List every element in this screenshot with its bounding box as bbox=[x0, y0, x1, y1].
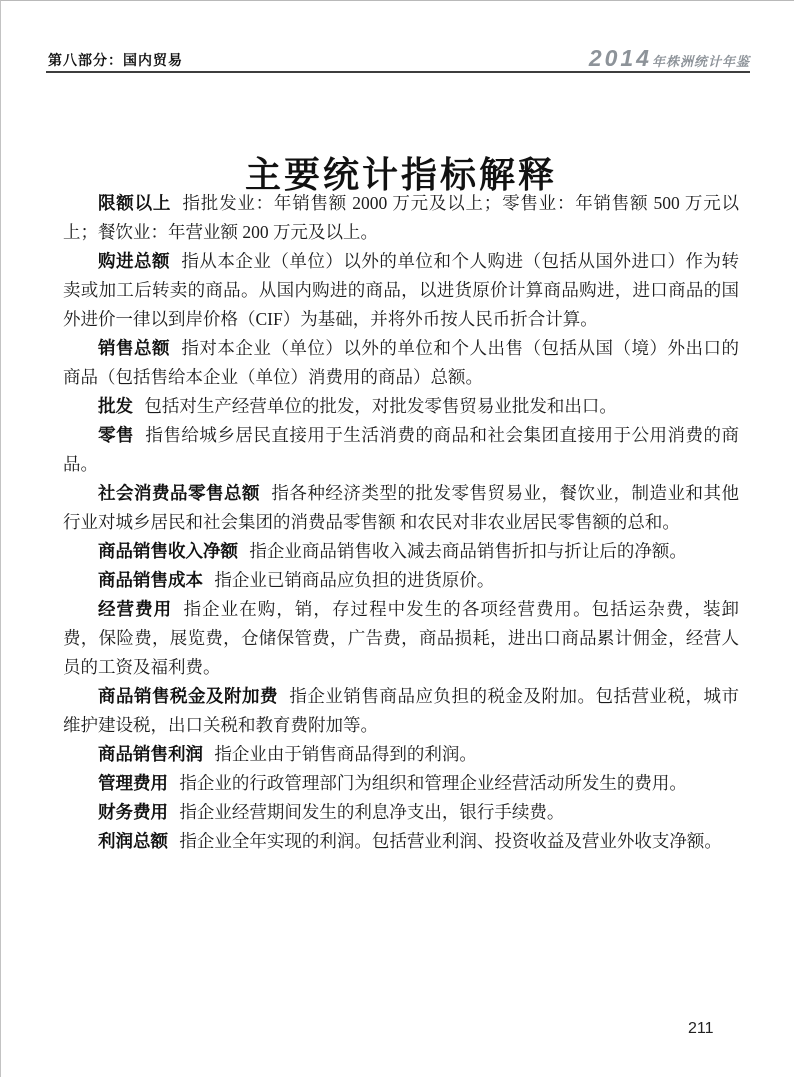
term-label: 利润总额 bbox=[98, 831, 168, 851]
yearbook-suffix: 年株洲统计年鉴 bbox=[651, 54, 750, 69]
term-label: 购进总额 bbox=[98, 251, 171, 271]
term-label: 销售总额 bbox=[98, 338, 171, 358]
header-divider bbox=[46, 71, 750, 73]
definition-text: 指企业的行政管理部门为组织和管理企业经营活动所发生的费用。 bbox=[179, 773, 687, 793]
definition-text: 指对本企业（单位）以外的单位和个人出售（包括从国（境）外出口的商品（包括售给本企业（单位）消费用的商品）总额。 bbox=[63, 338, 739, 387]
term-label: 限额以上 bbox=[98, 193, 172, 213]
definition-entry bbox=[63, 247, 739, 334]
definition-text: 指企业销售商品应负担的税金及附加。包括营业税，城市维护建设税，出口关税和教育费附加等。 bbox=[63, 686, 740, 735]
term-label: 经营费用 bbox=[98, 599, 173, 619]
definition-entry bbox=[63, 421, 739, 479]
definition-entry bbox=[63, 769, 739, 798]
definition-entry bbox=[63, 334, 739, 392]
definition-entry bbox=[63, 740, 739, 769]
term-label: 财务费用 bbox=[98, 802, 168, 822]
definition-text: 指批发业：年销售额 2000 万元及以上；零售业：年销售额 500 万元以上；餐饮业：年营业额 200 万元及以上。 bbox=[63, 193, 740, 242]
page-title: 主要统计指标解释 bbox=[244, 155, 557, 196]
definition-text: 包括对生产经营单位的批发，对批发零售贸易业批发和出口。 bbox=[144, 396, 617, 416]
definition-text: 指企业由于销售商品得到的利润。 bbox=[214, 744, 477, 764]
definition-text: 指企业已销商品应负担的进货原价。 bbox=[214, 570, 495, 590]
definition-text: 指企业在购，销，存过程中发生的各项经营费用。包括运杂费，装卸费，保险费，展览费，仓储保管费，广告费，商品损耗，进出口商品累计佣金，经营人员的工资及福利费。 bbox=[63, 599, 740, 677]
definition-entry bbox=[63, 682, 739, 740]
header-section-title: 第八部分：国内贸易 bbox=[48, 52, 183, 68]
yearbook-year: 2014 bbox=[588, 45, 652, 71]
term-label: 商品销售收入净额 bbox=[98, 541, 238, 561]
definition-text: 指企业经营期间发生的利息净支出，银行手续费。 bbox=[179, 802, 565, 822]
definition-entry bbox=[63, 537, 739, 566]
term-label: 商品销售利润 bbox=[98, 744, 203, 764]
definition-entry bbox=[63, 827, 739, 856]
running-header bbox=[46, 44, 750, 72]
definition-entry bbox=[63, 595, 739, 682]
term-label: 批发 bbox=[98, 396, 133, 416]
definition-entry bbox=[63, 566, 739, 595]
definition-entry bbox=[63, 798, 739, 827]
term-label: 管理费用 bbox=[98, 773, 168, 793]
term-label: 零售 bbox=[98, 425, 135, 445]
definition-text: 指企业商品销售收入减去商品销售折扣与折让后的净额。 bbox=[249, 541, 687, 561]
header-yearbook-title bbox=[589, 45, 750, 72]
definition-text: 指售给城乡居民直接用于生活消费的商品和社会集团直接用于公用消费的商品。 bbox=[63, 425, 740, 474]
definition-entry bbox=[63, 392, 739, 421]
page-number: 211 bbox=[688, 1020, 714, 1037]
term-label: 商品销售成本 bbox=[98, 570, 203, 590]
term-label: 商品销售税金及附加费 bbox=[98, 686, 279, 706]
definition-text: 指从本企业（单位）以外的单位和个人购进（包括从国外进口）作为转卖或加工后转卖的商品。从国内购进的商品，以进货原价计算商品购进，进口商品的国外进价一律以到岸价格（CIF）为基础，并将外币按人民币折合计算。 bbox=[63, 251, 739, 329]
definition-entry bbox=[63, 479, 739, 537]
definition-text: 指各种经济类型的批发零售贸易业，餐饮业，制造业和其他行业对城乡居民和社会集团的消费品零售额 和农民对非农业居民零售额的总和。 bbox=[63, 483, 740, 532]
definition-text: 指企业全年实现的利润。包括营业利润、投资收益及营业外收支净额。 bbox=[179, 831, 722, 851]
term-label: 社会消费品零售总额 bbox=[98, 483, 261, 503]
definition-entry bbox=[63, 189, 739, 247]
definitions-list bbox=[63, 189, 739, 856]
